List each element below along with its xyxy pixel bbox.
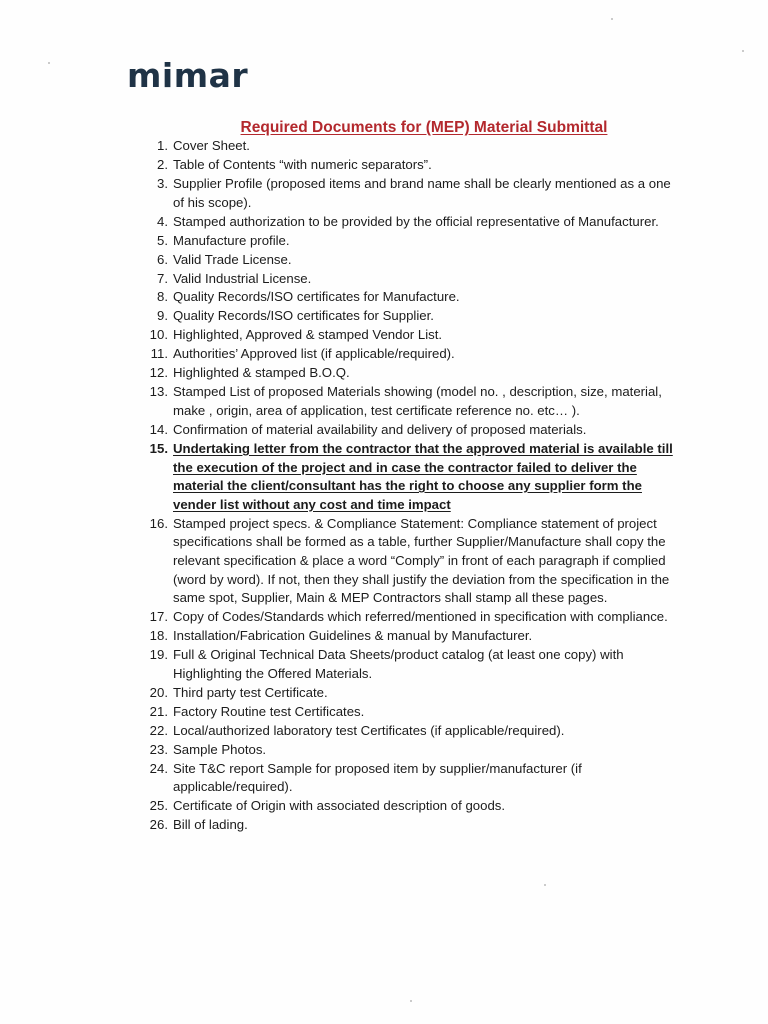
- list-item: [138, 703, 678, 722]
- list-item: [138, 137, 678, 156]
- item-number: 12.: [149, 365, 168, 381]
- list-item: [138, 797, 678, 816]
- list-item: [138, 722, 678, 741]
- scan-speck: [48, 62, 50, 64]
- item-text: Certificate of Origin with associated description of goods.: [173, 798, 506, 814]
- list-item: [138, 288, 678, 307]
- item-text: Authorities’ Approved list (if applicable/required).: [173, 346, 455, 362]
- list-item: [138, 345, 678, 364]
- item-text: Valid Trade License.: [173, 251, 292, 267]
- item-text: Bill of lading.: [173, 817, 248, 833]
- company-logo: [127, 46, 249, 95]
- item-number: 10.: [149, 327, 168, 343]
- item-text: Quality Records/ISO certificates for Manufacture.: [173, 289, 460, 305]
- item-text: Stamped authorization to be provided by the official representative of Manufacturer.: [173, 213, 659, 229]
- item-number: 19.: [149, 647, 168, 663]
- scan-speck: [544, 884, 546, 886]
- item-number: 2.: [157, 156, 168, 172]
- list-item: [138, 326, 678, 345]
- item-text: Valid Industrial License.: [173, 270, 312, 286]
- required-documents-list: [138, 137, 678, 835]
- item-text: Stamped project specs. & Compliance Statement: Compliance statement of project specifications shall be formed as a table, further Supplier/Manufacture shall copy the relevant specification & place a word “Comply” in front of each paragraph if complied (word by word). If not, then they shall justify the deviation from the specification in the same spot, Supplier, Main & MEP Contractors shall stamp all these pages.: [173, 515, 670, 606]
- list-item: [138, 270, 678, 289]
- item-text: Full & Original Technical Data Sheets/product catalog (at least one copy) with Highlighting the Offered Materials.: [173, 647, 624, 681]
- scan-speck: [410, 1000, 412, 1002]
- item-text: Local/authorized laboratory test Certificates (if applicable/required).: [173, 722, 565, 738]
- item-text: Table of Contents “with numeric separators”.: [173, 156, 432, 172]
- item-number: 26.: [149, 817, 168, 833]
- list-item: [138, 760, 678, 797]
- item-text: Quality Records/ISO certificates for Supplier.: [173, 308, 434, 324]
- item-number: 5.: [157, 232, 168, 248]
- list-item: [138, 627, 678, 646]
- item-text: Site T&C report Sample for proposed item by supplier/manufacturer (if applicable/required).: [173, 760, 582, 795]
- list-item-emphasized: [138, 440, 678, 514]
- item-text: Manufacture profile.: [173, 232, 290, 248]
- scan-speck: [742, 50, 744, 52]
- item-number: 21.: [149, 703, 168, 719]
- list-item: [138, 383, 678, 420]
- item-number: 17.: [149, 609, 168, 625]
- document-title: Required Documents for (MEP) Material Submittal: [240, 119, 608, 136]
- item-text: Factory Routine test Certificates.: [173, 703, 365, 719]
- list-item: [138, 421, 678, 440]
- item-text: Supplier Profile (proposed items and brand name shall be clearly mentioned as a one of his scope).: [173, 175, 671, 210]
- item-text: Stamped List of proposed Materials showing (model no. , description, size, material, make , origin, area of application, test certificate reference no. etc… ).: [173, 384, 662, 418]
- list-item: [138, 175, 678, 212]
- list-item: [138, 251, 678, 270]
- item-number: 7.: [157, 270, 168, 286]
- list-item: [138, 684, 678, 703]
- list-item: [138, 156, 678, 175]
- item-text: Third party test Certificate.: [173, 684, 328, 700]
- list-item: [138, 741, 678, 760]
- item-number: 4.: [157, 213, 168, 229]
- item-number: 24.: [149, 760, 168, 776]
- item-text: Undertaking letter from the contractor that the approved material is available till the execution of the project and in case the contractor failed to deliver the material the client/consultant has the right to choose any supplier form the vender list without any cost and time impact: [173, 440, 673, 512]
- scan-speck: [611, 18, 613, 20]
- list-item: [138, 232, 678, 251]
- item-number: 3.: [157, 175, 168, 191]
- item-number: 23.: [149, 741, 168, 757]
- item-text: Copy of Codes/Standards which referred/mentioned in specification with compliance.: [173, 609, 668, 625]
- item-number: 18.: [149, 628, 168, 644]
- list-item: [138, 608, 678, 627]
- item-text: Confirmation of material availability and delivery of proposed materials.: [173, 421, 587, 437]
- item-text: Installation/Fabrication Guidelines & manual by Manufacturer.: [173, 628, 533, 644]
- list-item: [138, 515, 678, 608]
- item-number: 16.: [149, 515, 168, 531]
- item-number: 25.: [149, 798, 168, 814]
- item-text: Sample Photos.: [173, 741, 267, 757]
- list-item: [138, 646, 678, 683]
- item-number: 8.: [157, 289, 168, 305]
- list-item: [138, 307, 678, 326]
- item-number: 20.: [149, 684, 168, 700]
- list-item: [138, 213, 678, 232]
- list-item: [138, 816, 678, 835]
- item-number: 9.: [157, 308, 168, 324]
- logo-text: mimar: [127, 56, 249, 95]
- list-item: [138, 364, 678, 383]
- item-text: Highlighted, Approved & stamped Vendor List.: [173, 327, 443, 343]
- item-text: Cover Sheet.: [173, 138, 250, 153]
- item-number: 1.: [157, 138, 168, 153]
- item-number: 13.: [149, 384, 168, 400]
- item-number: 6.: [157, 251, 168, 267]
- item-text: Highlighted & stamped B.O.Q.: [173, 365, 350, 381]
- item-number: 11.: [150, 346, 168, 362]
- item-number: 22.: [149, 722, 168, 738]
- item-number: 14.: [149, 421, 168, 437]
- item-number: 15.: [149, 440, 168, 456]
